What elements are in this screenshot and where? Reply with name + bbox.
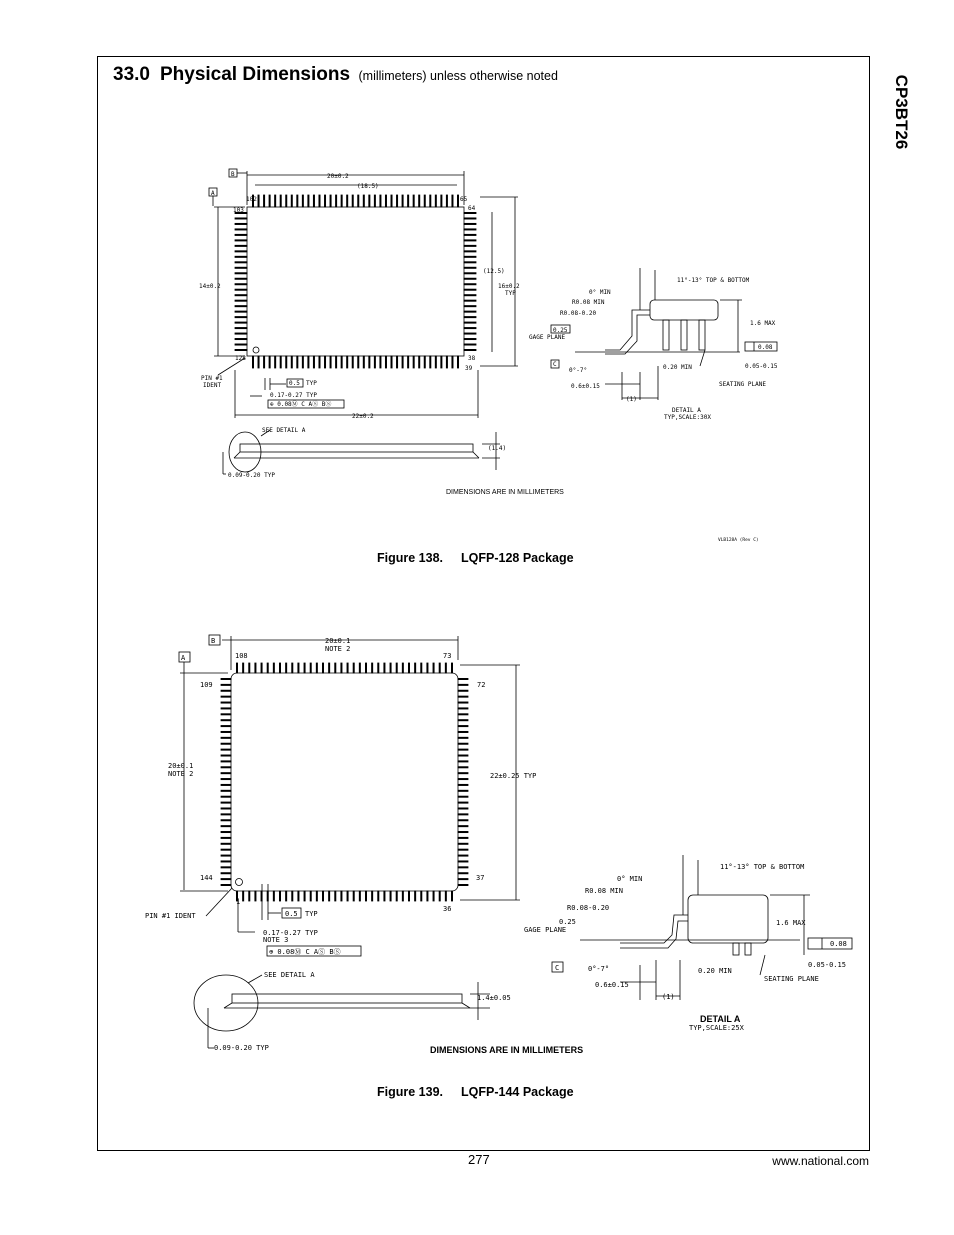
fig139-datum-b: B [211, 637, 216, 645]
fig138-side-view [223, 430, 500, 474]
fig138-lead-thk: 0.09-0.20 TYP [228, 472, 275, 479]
fig139-width-note: NOTE 2 [325, 645, 351, 653]
fig139-detail-scale: TYP,SCALE:25X [689, 1024, 744, 1032]
fig138-datum-c: C [553, 361, 557, 368]
fig138-flatness: 0.08 [758, 344, 773, 351]
page-number: 277 [468, 1152, 490, 1167]
fig138-inner-width: (18.5) [357, 183, 379, 190]
fig139-height: 20±0.1 [168, 762, 194, 770]
fig139-pin108: 108 [235, 652, 248, 660]
fig138-thickness: (1.4) [488, 445, 507, 452]
fig139-outer: 22±0.25 TYP [490, 772, 537, 780]
figure138-caption [377, 551, 574, 565]
fig139-pin72: 72 [477, 681, 486, 689]
fig138-dims-note: DIMENSIONS ARE IN MILLIMETERS [446, 489, 564, 496]
fig139-pin73: 73 [443, 652, 452, 660]
fig139-height-note: NOTE 2 [168, 770, 194, 778]
fig138-detail-scale: TYP,SCALE:30X [664, 414, 711, 421]
fig138-outer-height-typ: TYP [505, 290, 516, 297]
fig139-foot-len: 0.6±0.15 [595, 981, 629, 989]
fig139-zero-min: 0° MIN [617, 875, 643, 883]
fig139-thickness: 1.4±0.05 [477, 994, 511, 1002]
fig139-lead-note: NOTE 3 [263, 936, 289, 944]
fig139-pin1: 1 [236, 898, 241, 906]
fig138-drawing-id: VLB128A (Rev C) [718, 538, 759, 543]
fig139-pin37: 37 [476, 874, 485, 882]
fig138-lead-width: 0.17-0.27 TYP [270, 392, 317, 399]
fig139-angle: 0°-7° [588, 965, 610, 973]
fig138-detail-a: DETAIL A [672, 407, 701, 414]
fig139-angle-tb: 11°-13° TOP & BOTTOM [720, 863, 805, 871]
fig138-pin1-dot [253, 347, 259, 353]
figure139-caption [377, 1085, 574, 1099]
fig138-height: 14±0.2 [199, 283, 221, 290]
fig139-pin36: 36 [443, 905, 452, 913]
fig138-seating: SEATING PLANE [719, 381, 766, 388]
section-number: 33.0 [113, 64, 150, 85]
fig138-width: 20±0.2 [327, 173, 349, 180]
fig138-r-range: R0.08-0.20 [560, 310, 597, 317]
fig138-gage-val: 0.25 [553, 327, 568, 334]
fig138-pin39: 39 [465, 365, 473, 372]
fig138-foot-len: 0.6±0.15 [571, 383, 600, 390]
fig138-see-detail: SEE DETAIL A [262, 427, 306, 434]
fig138-angle: 0°-7° [569, 367, 588, 374]
fig138-pin38: 38 [468, 355, 476, 362]
fig139-gage-val: 0.25 [559, 918, 576, 926]
fig138-zero-min: 0° MIN [589, 289, 611, 296]
fig138-pitch: 0.5 [289, 380, 300, 387]
section-note: (millimeters) unless otherwise noted [358, 69, 558, 83]
fig138-body [247, 207, 464, 356]
fig139-width: 20±0.1 [325, 637, 351, 645]
fig138-one: (1) [626, 396, 637, 403]
fig139-detail-a: DETAIL A [700, 1014, 741, 1024]
fig139-standoff: 0.05-0.15 [808, 961, 846, 969]
footer-url: www.national.com [772, 1154, 869, 1168]
fig138-angle-tb: 11°-13° TOP & BOTTOM [677, 277, 750, 284]
fig138-max-height: 1.6 MAX [750, 320, 776, 327]
fig139-min-020: 0.20 MIN [698, 967, 732, 975]
fig139-gage-plane: GAGE PLANE [524, 926, 567, 934]
fig139-pin1-dot [236, 879, 243, 886]
fig138-gage-plane: GAGE PLANE [529, 334, 566, 341]
fig139-body [231, 673, 458, 891]
fig138-standoff: 0.05-0.15 [745, 363, 778, 370]
fig138-inner-height: (12.5) [483, 268, 505, 275]
fig139-side-view [194, 975, 490, 1048]
fig139-pin109: 109 [200, 681, 213, 689]
fig138-pin128: 128 [235, 355, 246, 362]
figure139-title: LQFP-144 Package [461, 1085, 574, 1099]
fig139-lead-width: 0.17-0.27 TYP [263, 929, 318, 937]
fig139-see-detail: SEE DETAIL A [264, 971, 315, 979]
fig138-r-min: R0.08 MIN [572, 299, 605, 306]
figure138-label: Figure 138. [377, 551, 443, 565]
fig139-pins [221, 663, 468, 901]
figure139-label: Figure 139. [377, 1085, 443, 1099]
fig139-labels [145, 637, 847, 1055]
fig139-pin-ident: PIN #1 IDENT [145, 912, 196, 920]
fig138-pin65: 65 [460, 196, 468, 203]
fig138-pins [235, 195, 476, 368]
fig138-tol-frame: ⊕ 0.08Ⓜ C AⓈ BⓈ [270, 401, 332, 408]
fig138-overall-width: 22±0.2 [352, 413, 374, 420]
fig138-pin103: 103 [233, 207, 244, 214]
fig139-r-min: R0.08 MIN [585, 887, 623, 895]
fig139-pitch: 0.5 [285, 910, 298, 918]
fig138-pin-ident-2: IDENT [203, 382, 222, 389]
fig139-datum-a: A [181, 654, 186, 662]
fig139-max-height: 1.6 MAX [776, 919, 806, 927]
section-title: Physical Dimensions [159, 64, 351, 85]
fig139-datum-c: C [555, 964, 560, 972]
fig139-dims-note: DIMENSIONS ARE IN MILLIMETERS [430, 1045, 584, 1055]
fig139-pitch-typ: TYP [305, 910, 318, 918]
sidebar-label-text: CP3BT26 [892, 74, 911, 150]
figure138-title: LQFP-128 Package [461, 551, 574, 565]
fig138-outer-height: 16±0.2 [498, 283, 520, 290]
fig139-one: (1) [662, 993, 675, 1001]
fig139-pin144: 144 [200, 874, 213, 882]
fig138-pin102: 102 [246, 196, 257, 203]
fig138-min-020: 0.20 MIN [663, 364, 692, 371]
fig139-r-range: R0.08-0.20 [567, 904, 610, 912]
fig139-lead-thk: 0.09-0.20 TYP [214, 1044, 269, 1052]
fig138-pin-ident-1: PIN #1 [201, 375, 223, 382]
fig139-seating: SEATING PLANE [764, 975, 819, 983]
fig139-top-view [179, 635, 520, 956]
fig139-flatness: 0.08 [830, 940, 847, 948]
fig138-datum-b: B [231, 171, 235, 178]
fig138-pin64: 64 [468, 205, 476, 212]
fig139-tol-frame: ⊕ 0.08Ⓜ C AⓈ BⓈ [269, 948, 341, 956]
fig138-pitch-typ: TYP [306, 380, 317, 387]
fig138-datum-a: A [211, 190, 215, 197]
